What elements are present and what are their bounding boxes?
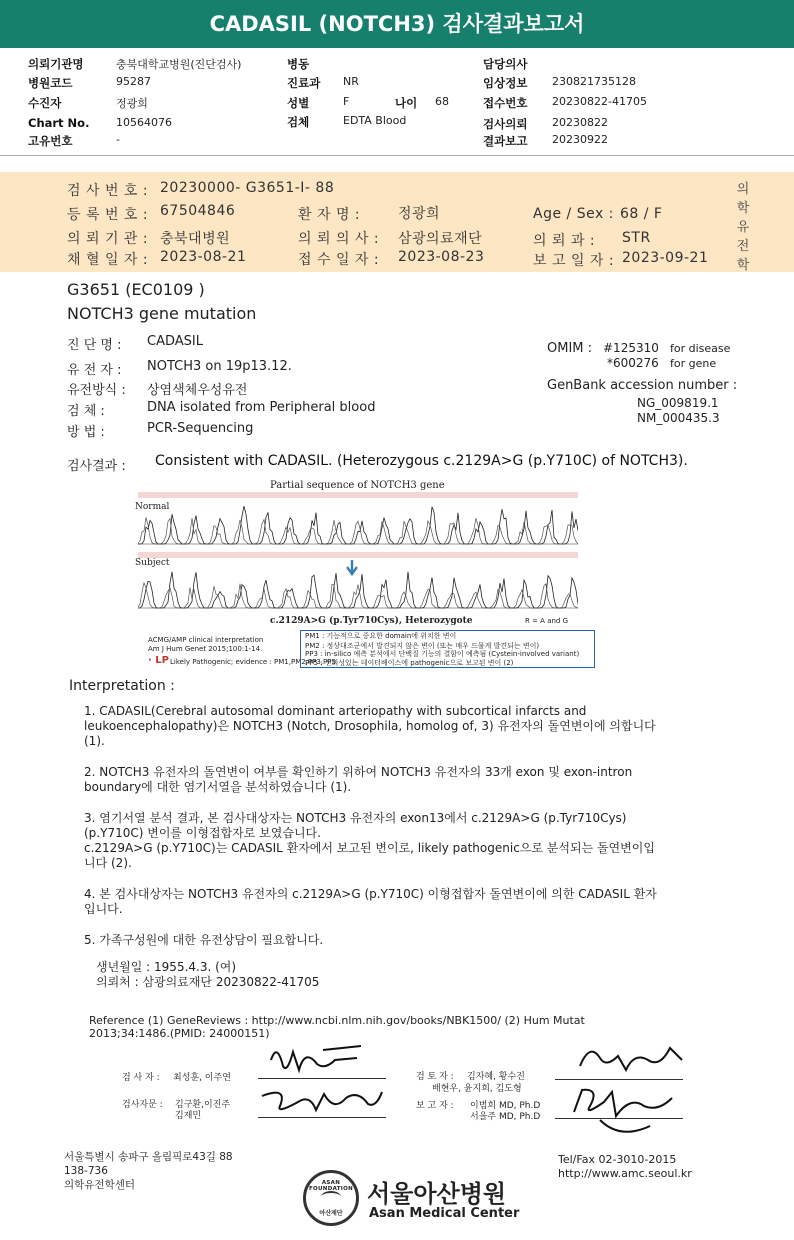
recv-date-value: 2023-08-23 [398, 249, 485, 265]
address-line3: 의학유전학센터 [64, 1179, 136, 1191]
interpretation-body [84, 704, 744, 948]
age-value: 68 [435, 95, 449, 108]
reviewer-names-1: 김자혜, 황수진 [467, 1072, 525, 1082]
omim-label: OMIM : [547, 341, 593, 356]
genbank-2: NM_000435.3 [637, 411, 720, 425]
figure-caption: c.2129A>G (p.Tyr710Cys), Heterozygote [270, 616, 473, 626]
doctor-label: 의 뢰 의 사 : [298, 231, 380, 247]
method-value: PCR-Sequencing [147, 421, 254, 436]
field-value: 20230822-41705 [552, 95, 647, 108]
interp-p1b: leukoencephalopathy)은 NOTCH3 (Notch, Drosophila, homolog of, 3) 유전자의 돌연변이에 의합니다 [84, 719, 656, 733]
field-label: 검사의뢰 [483, 117, 528, 131]
reference [89, 1014, 585, 1040]
draw-date-value: 2023-08-21 [160, 249, 247, 265]
interp-p5: 5. 가족구성원에 대한 유전상담이 필요합니다. [84, 933, 324, 947]
result-label: 검사결과 : [67, 459, 126, 474]
subject-label: Subject [135, 558, 170, 568]
interp-p1c: (1). [84, 734, 105, 748]
patient-value: 정광희 [398, 206, 441, 222]
interp-p3a: 3. 염기서열 분석 결과, 본 검사대상자는 NOTCH3 유전자의 exon13에서 c.2129A>G (p.Tyr710Cys) [84, 811, 627, 825]
examiner-signature [265, 1040, 375, 1076]
test-name: NOTCH3 gene mutation [67, 304, 257, 323]
interp-p4b: 입니다. [84, 902, 123, 916]
reporter-names-2: 서을주 MD, Ph.D [470, 1112, 541, 1122]
variant-arrow-icon [347, 560, 357, 574]
address-line1: 서울특별시 송파구 올림픽로43길 88 [64, 1151, 233, 1163]
gene-label: 유 전 자 : [67, 363, 122, 378]
reviewer-signature [570, 1040, 690, 1080]
advisor-label: 검사자문 : [122, 1100, 163, 1110]
field-value: 20230822 [552, 116, 608, 129]
acmg-line2: Am J Hum Genet 2015;100:1-14. [148, 645, 263, 653]
referrer: 의뢰처 : 삼광의료재단 20230822-41705 [96, 975, 320, 989]
field-label: 임상정보 [483, 76, 528, 90]
field-value: 230821735128 [552, 75, 636, 88]
advisor-names-2: 김재민 [175, 1111, 202, 1121]
interp-p2a: 2. NOTCH3 유전자의 돌연변이 여부를 확인하기 위하여 NOTCH3 유전자의 33개 exon 및 exon-intron [84, 765, 633, 779]
dept-value: STR [622, 230, 651, 246]
asan-seal-icon [303, 1170, 359, 1226]
dept-label: 의 뢰 과 : [533, 233, 596, 249]
field-label: 진료과 [287, 76, 321, 90]
pm-line: PP5 : 신뢰성있는 데이터베이스에 pathogenic으로 보고된 변이 (2) [305, 658, 514, 667]
inherit-label: 유전방식 : [67, 383, 126, 398]
age-sex-value: 68 / F [620, 206, 663, 222]
field-value: 10564076 [116, 116, 172, 129]
side-vertical-label [735, 180, 751, 275]
exam-no-value: 20230000- G3651-I- 88 [160, 180, 335, 196]
interp-p3b: (p.Y710C) 변이를 이형접합자로 보였습니다. [84, 826, 321, 840]
side-char: 전 [736, 239, 750, 254]
method-label: 방 법 : [67, 425, 105, 440]
tel-fax: Tel/Fax 02-3010-2015 [558, 1153, 677, 1166]
inherit-value: 상염색체우성유전 [147, 383, 248, 398]
interp-p2b: boundary에 대한 염기서열을 분석하였습니다 (1). [84, 780, 352, 794]
reg-no-value: 67504846 [160, 203, 236, 219]
recv-date-label: 접 수 일 자 : [298, 252, 380, 268]
field-label: 결과보고 [483, 134, 528, 148]
chromatogram-traces [138, 492, 578, 612]
test-code: G3651 (EC0109 ) [67, 280, 205, 299]
genbank-label: GenBank accession number : [547, 378, 738, 393]
interpretation-heading: Interpretation : [69, 678, 175, 694]
exam-no-label: 검 사 번 호 : [67, 183, 149, 199]
interp-p3d: 니다 (2). [84, 856, 132, 870]
field-label: 의뢰기관명 [28, 57, 84, 71]
interp-p4a: 4. 본 검사대상자는 NOTCH3 유전자의 c.2129A>G (p.Y710C) 이형접합자 돌연변이에 의한 CADASIL 환자 [84, 887, 657, 901]
acmg-line1: ACMG/AMP clinical interpretation [148, 636, 264, 644]
field-label: 수진자 [28, 96, 62, 110]
reviewer-label: 검 토 자 : [416, 1072, 454, 1082]
field-label: 병동 [287, 57, 310, 71]
reg-no-label: 등 록 번 호 : [67, 207, 149, 223]
interp-p1a: 1. CADASIL(Cerebral autosomal dominant arteriopathy with subcortical infarcts and [84, 704, 587, 718]
field-value: F [343, 95, 350, 108]
reviewer-names-2: 배현우, 윤지희, 김도형 [432, 1084, 522, 1094]
reporter-names-1: 이범희 MD, Ph.D [470, 1101, 541, 1111]
seal-bottom-text: 아산재단 [319, 1210, 343, 1217]
address-line2: 138-736 [64, 1165, 108, 1177]
report-date-label: 보 고 일 자 : [533, 253, 615, 269]
advisor-names-1: 김구환,이진주 [175, 1100, 231, 1110]
field-value: 정광희 [116, 97, 148, 110]
examiner-names: 최성훈, 이주연 [173, 1073, 231, 1083]
gene-value: NOTCH3 on 19p13.12. [147, 359, 292, 374]
footer-address [64, 1150, 233, 1192]
field-value: EDTA Blood [343, 114, 407, 127]
lp-text: Likely Pathogenic; evidence : PM1,PM2,PP3,PP5 [170, 658, 336, 666]
side-char: 학 [736, 201, 750, 216]
logo-english: Asan Medical Center [369, 1206, 520, 1221]
advisor-signature [258, 1082, 388, 1118]
r-note: R = A and G [525, 617, 569, 625]
examiner-label: 검 사 자 : [122, 1073, 160, 1083]
field-label: 병원코드 [28, 76, 73, 90]
field-value: 충북대학교병원(진단검사) [116, 58, 242, 71]
field-label: Chart No. [28, 116, 90, 130]
reporter-signature [560, 1082, 690, 1142]
omim-disease-note: for disease [670, 342, 731, 355]
dob-block [96, 960, 319, 990]
pm-line: PM2 : 정상대조군에서 발견되지 않은 변이 (또는 매우 드물게 발견되는 변이) [305, 641, 540, 650]
side-char: 의 [736, 182, 750, 197]
dob: 생년월일 : 1955.4.3. (여) [96, 960, 237, 974]
header-divider [0, 155, 794, 156]
age-label: 나이 [395, 96, 418, 110]
diag-value: CADASIL [147, 334, 203, 349]
website: http://www.amc.seoul.kr [558, 1167, 692, 1180]
field-label: 검체 [287, 115, 310, 129]
figure-title: Partial sequence of NOTCH3 gene [270, 480, 445, 491]
specimen-label: 검 체 : [67, 404, 105, 419]
field-value: 20230922 [552, 133, 608, 146]
org-value: 충북대병원 [160, 231, 231, 247]
result-value: Consistent with CADASIL. (Heterozygous c.2129A>G (p.Y710C) of NOTCH3). [155, 453, 688, 469]
field-label: 담당의사 [483, 57, 528, 71]
reference-line1: Reference (1) GeneReviews : http://www.ncbi.nlm.nih.gov/books/NBK1500/ (2) Hum Mutat [89, 1014, 585, 1027]
sequence-figure [130, 478, 580, 626]
field-label: 접수번호 [483, 96, 528, 110]
genbank-1: NG_009819.1 [637, 396, 719, 410]
report-date-value: 2023-09-21 [622, 250, 709, 266]
reference-line2: 2013;34:1486.(PMID: 24000151) [89, 1027, 270, 1040]
report-title: CADASIL (NOTCH3) 검사결과보고서 [0, 0, 794, 48]
reporter-label: 보 고 자 : [416, 1101, 454, 1111]
doctor-value: 삼광의료재단 [398, 231, 483, 247]
lp-mark: · LP [148, 655, 169, 666]
seal-top-text: ASAN FOUNDATION [309, 1180, 353, 1192]
field-value: - [116, 133, 120, 146]
field-label: 고유번호 [28, 134, 73, 148]
omim-gene-note: for gene [670, 357, 717, 370]
age-sex-label: Age / Sex : [533, 206, 614, 222]
field-value: 95287 [116, 75, 151, 88]
omim-gene: *600276 [607, 356, 659, 370]
specimen-value: DNA isolated from Peripheral blood [147, 400, 376, 415]
seal-inner-mark [321, 1191, 341, 1203]
draw-date-label: 채 혈 일 자 : [67, 252, 149, 268]
side-char: 유 [736, 220, 750, 235]
logo-korean: 서울아산병원 [367, 1180, 507, 1208]
examiner-sig-line [258, 1078, 386, 1079]
field-value: NR [343, 75, 359, 88]
omim-disease: #125310 [603, 341, 659, 355]
field-label: 성별 [287, 96, 310, 110]
pm-line: PP3 : in-silico 예측 분석에서 단백질 기능의 결함이 예측됨 (Cystein-involved variant) [305, 650, 580, 658]
patient-label: 환 자 명 : [298, 207, 361, 223]
normal-label: Normal [135, 502, 170, 512]
interp-p3c: c.2129A>G (p.Y710C)는 CADASIL 환자에서 보고된 변이로, likely pathogenic으로 분석되는 돌연변이입 [84, 841, 655, 855]
evidence-box [300, 630, 595, 668]
diag-label: 진 단 명 : [67, 338, 122, 353]
side-char: 학 [736, 258, 750, 273]
footer-contact [558, 1153, 692, 1181]
org-label: 의 뢰 기 관 : [67, 231, 149, 247]
pm-line: PM1 : 기능적으로 중요한 domain에 위치한 변이 [305, 632, 457, 640]
